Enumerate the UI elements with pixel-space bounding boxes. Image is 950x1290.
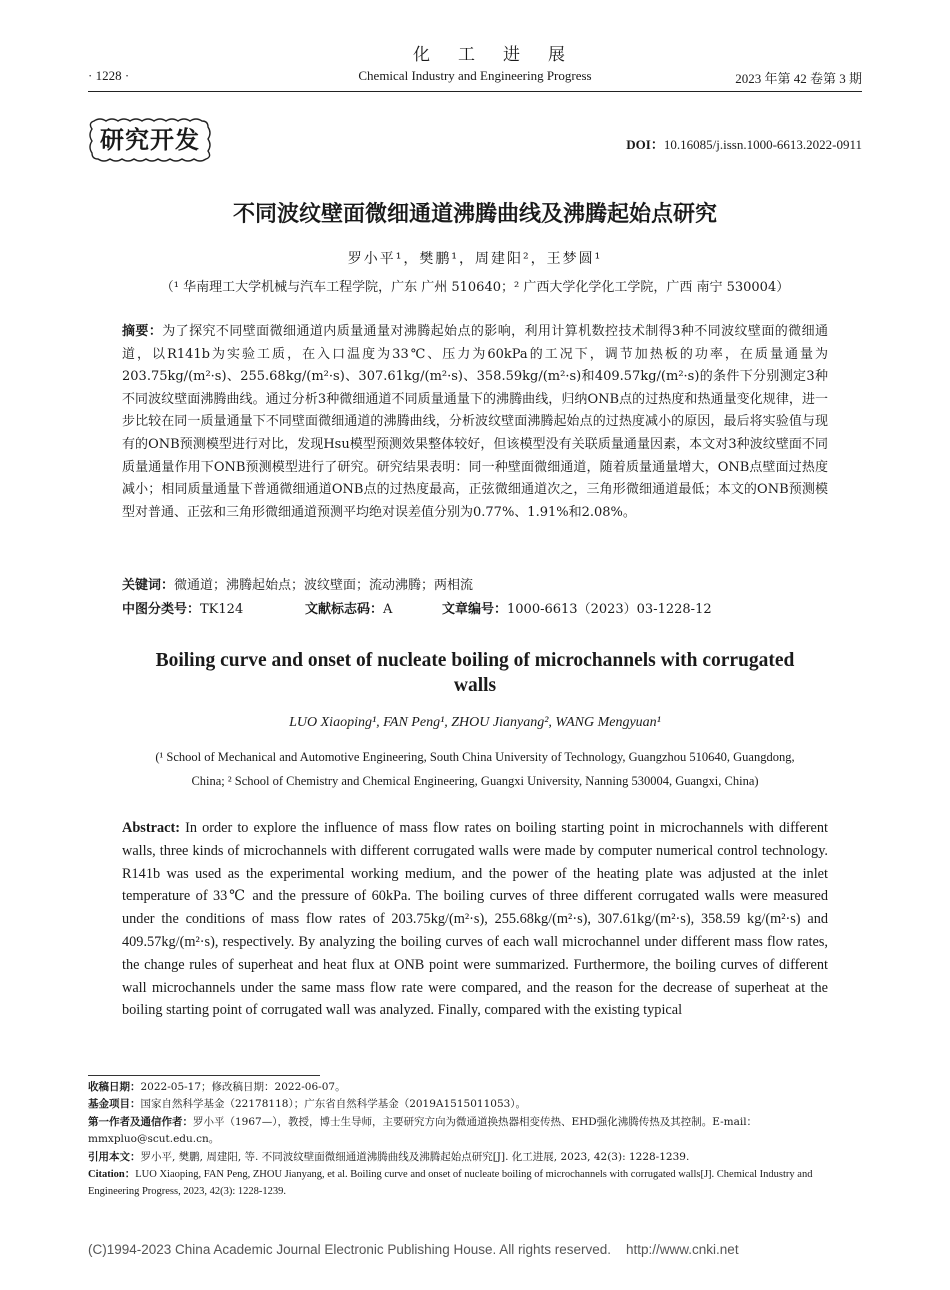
author-text: 罗小平（1967—），教授，博士生导师，主要研究方向为微通道换热器相变传热、EHD强化沸腾传热及其控制。E-mail：mmxpluo@scut.edu.cn。: [88, 1115, 758, 1146]
footnote-rule: [88, 1075, 320, 1076]
issue-info: 2023 年第 42 卷第 3 期: [735, 71, 862, 86]
authors-en: LUO Xiaoping¹, FAN Peng¹, ZHOU Jianyang², WANG Mengyuan¹: [289, 715, 661, 730]
keywords-text: 微通道；沸腾起始点；波纹壁面；流动沸腾；两相流: [174, 578, 474, 593]
cite-cn-text: 罗小平, 樊鹏, 周建阳, 等. 不同波纹壁面微细通道沸腾曲线及沸腾起始点研究[J]. 化工进展, 2023, 42(3): 1228-1239.: [140, 1150, 690, 1163]
footnote-fund: [88, 1096, 862, 1113]
section-badge: [88, 117, 212, 163]
article-number: [442, 598, 712, 617]
footnote-author: [88, 1114, 862, 1149]
cite-en-text: LUO Xiaoping, FAN Peng, ZHOU Jianyang, et al. Boiling curve and onset of nucleate boiling of microchannels with corrugated walls[J]. Chemical Industry and Engineering Progress, 2023, 42(3): 1228-1239.: [88, 1169, 813, 1198]
journal-title-en: Chemical Industry and Engineering Progress: [358, 68, 592, 83]
abstract-cn-text: 为了探究不同壁面微细通道内质量通量对沸腾起始点的影响，利用计算机数控技术制得3种不同波纹壁面的微细通道，以R141b为实验工质，在入口温度为33℃、压力为60kPa的工况下，调节加热板的功率，在质量通量为203.75kg/(m²·s)、255.68kg/(m²·s)、307.61kg/(m²·s)、358.59kg/(m²·s)和409.57kg/(m²·s)的条件下分别测定3种不同波纹壁面沸腾曲线。通过分析3种微细通道不同质量通量下的沸腾曲线，归纳ONB点的过热度和热通量变化规律，进一步比较在同一质量通量下不同壁面微细通道的沸腾曲线，分析波纹壁面沸腾起始点的过热度减小的原因，最后将实验值与现有的ONB预测模型进行对比，发现Hsu模型预测效果整体较好，但该模型没有关联质量通量因素，本文对3种波纹壁面不同质量通量作用下ONB预测模型进行了研究。研究结果表明：同一种壁面微细通道，随着质量通量增大，ONB点壁面过热度减小；相同质量通量下普通微细通道ONB点的过热度最高，正弦微细通道次之，三角形微细通道最低；本文的ONB预测模型对普通、正弦和三角形微细通道预测平均绝对误差值分别为0.77%、1.91%和2.08%。: [122, 324, 828, 520]
header-rule: [88, 91, 862, 92]
fund-label: 基金项目：: [88, 1098, 141, 1111]
paper-title-en: Boiling curve and onset of nucleate boiling of microchannels with corrugated walls: [155, 650, 795, 696]
doc-code-value: A: [383, 602, 393, 617]
clc-value: TK124: [200, 602, 244, 617]
author-label: 第一作者及通信作者：: [88, 1115, 193, 1128]
clc-label: 中图分类号：: [122, 602, 201, 617]
abstract-cn-label: 摘要：: [122, 324, 163, 339]
running-header: [88, 68, 862, 88]
abstract-en: [122, 817, 828, 1022]
article-no-value: 1000-6613（2023）03-1228-12: [507, 602, 712, 617]
abstract-en-text: In order to explore the influence of mass flow rates on boiling starting point in microchannels with different walls, three kinds of microchannels with different corrugated walls were made by computer numerical control technology. R141b was used as the experimental working medium, and the power of the heating plate was adjusted at the inlet temperature of 33℃ and the pressure of 60kPa. The boiling curves of three different corrugated walls were measured under the conditions of mass flow rates of 203.75kg/(m²·s), 255.68kg/(m²·s), 307.61kg/(m²·s), 358.59 kg/(m²·s) and 409.57kg/(m²·s), respectively. By analyzing the boiling curves of each wall microchannel under different mass flow rates, the change rules of superheat and heat flux at ONB point were summarized. Furthermore, the boiling curves of different wall microchannels under the same mass flow rate were compared, and the reason for the decrease of superheat at the boiling starting point of corrugated wall was analyzed. Finally, compared with the existing typical: [122, 820, 828, 1019]
footnote-received: [88, 1079, 862, 1096]
abstract-cn: [122, 321, 828, 524]
fund-text: 国家自然科学基金（22178118）；广东省自然科学基金（2019A1515011053）。: [140, 1098, 527, 1111]
page-number: · 1228 ·: [88, 68, 130, 83]
received-label: 收稿日期：: [88, 1081, 141, 1093]
footnotes: [88, 1079, 862, 1201]
received-text: 2022-05-17；修改稿日期：2022-06-07。: [140, 1081, 346, 1093]
doc-code-label: 文献标志码：: [305, 602, 384, 617]
footnote-cite-cn: [88, 1149, 862, 1166]
clc-number: [122, 598, 243, 617]
paper-title-cn: 不同波纹壁面微细通道沸腾曲线及沸腾起始点研究: [232, 202, 717, 227]
keywords-label: 关键词：: [122, 578, 175, 593]
doi: [626, 134, 862, 153]
authors-cn: 罗小平¹，樊鹏¹，周建阳²，王梦圆¹: [347, 251, 603, 267]
footnote-cite-en: [88, 1166, 862, 1201]
doi-value[interactable]: 10.16085/j.issn.1000-6613.2022-0911: [663, 137, 862, 152]
cite-cn-label: 引用本文：: [88, 1150, 141, 1163]
abstract-en-label: Abstract:: [122, 820, 180, 836]
article-no-label: 文章编号：: [442, 602, 508, 617]
section-label: 研究开发: [100, 126, 200, 154]
journal-title-cn: 化工进展: [413, 45, 593, 64]
copyright-watermark: (C)1994-2023 China Academic Journal Electronic Publishing House. All rights reserved. http://www.cnki.net: [88, 1242, 739, 1257]
doi-label: DOI：: [626, 137, 664, 152]
affiliation-en: (¹ School of Mechanical and Automotive Engineering, South China University of Technology, Guangzhou 510640, Guangdong, China; ² School of Chemistry and Chemical Engineering, Guangxi University, Nanning 530004, Guangxi, China): [155, 750, 795, 788]
affiliation-cn: （¹ 华南理工大学机械与汽车工程学院，广东 广州 510640；² 广西大学化学化工学院，广西 南宁 530004）: [160, 280, 790, 295]
doc-code: [305, 598, 392, 617]
cite-en-label: Citation：: [88, 1169, 136, 1181]
keywords-cn: [122, 575, 828, 598]
